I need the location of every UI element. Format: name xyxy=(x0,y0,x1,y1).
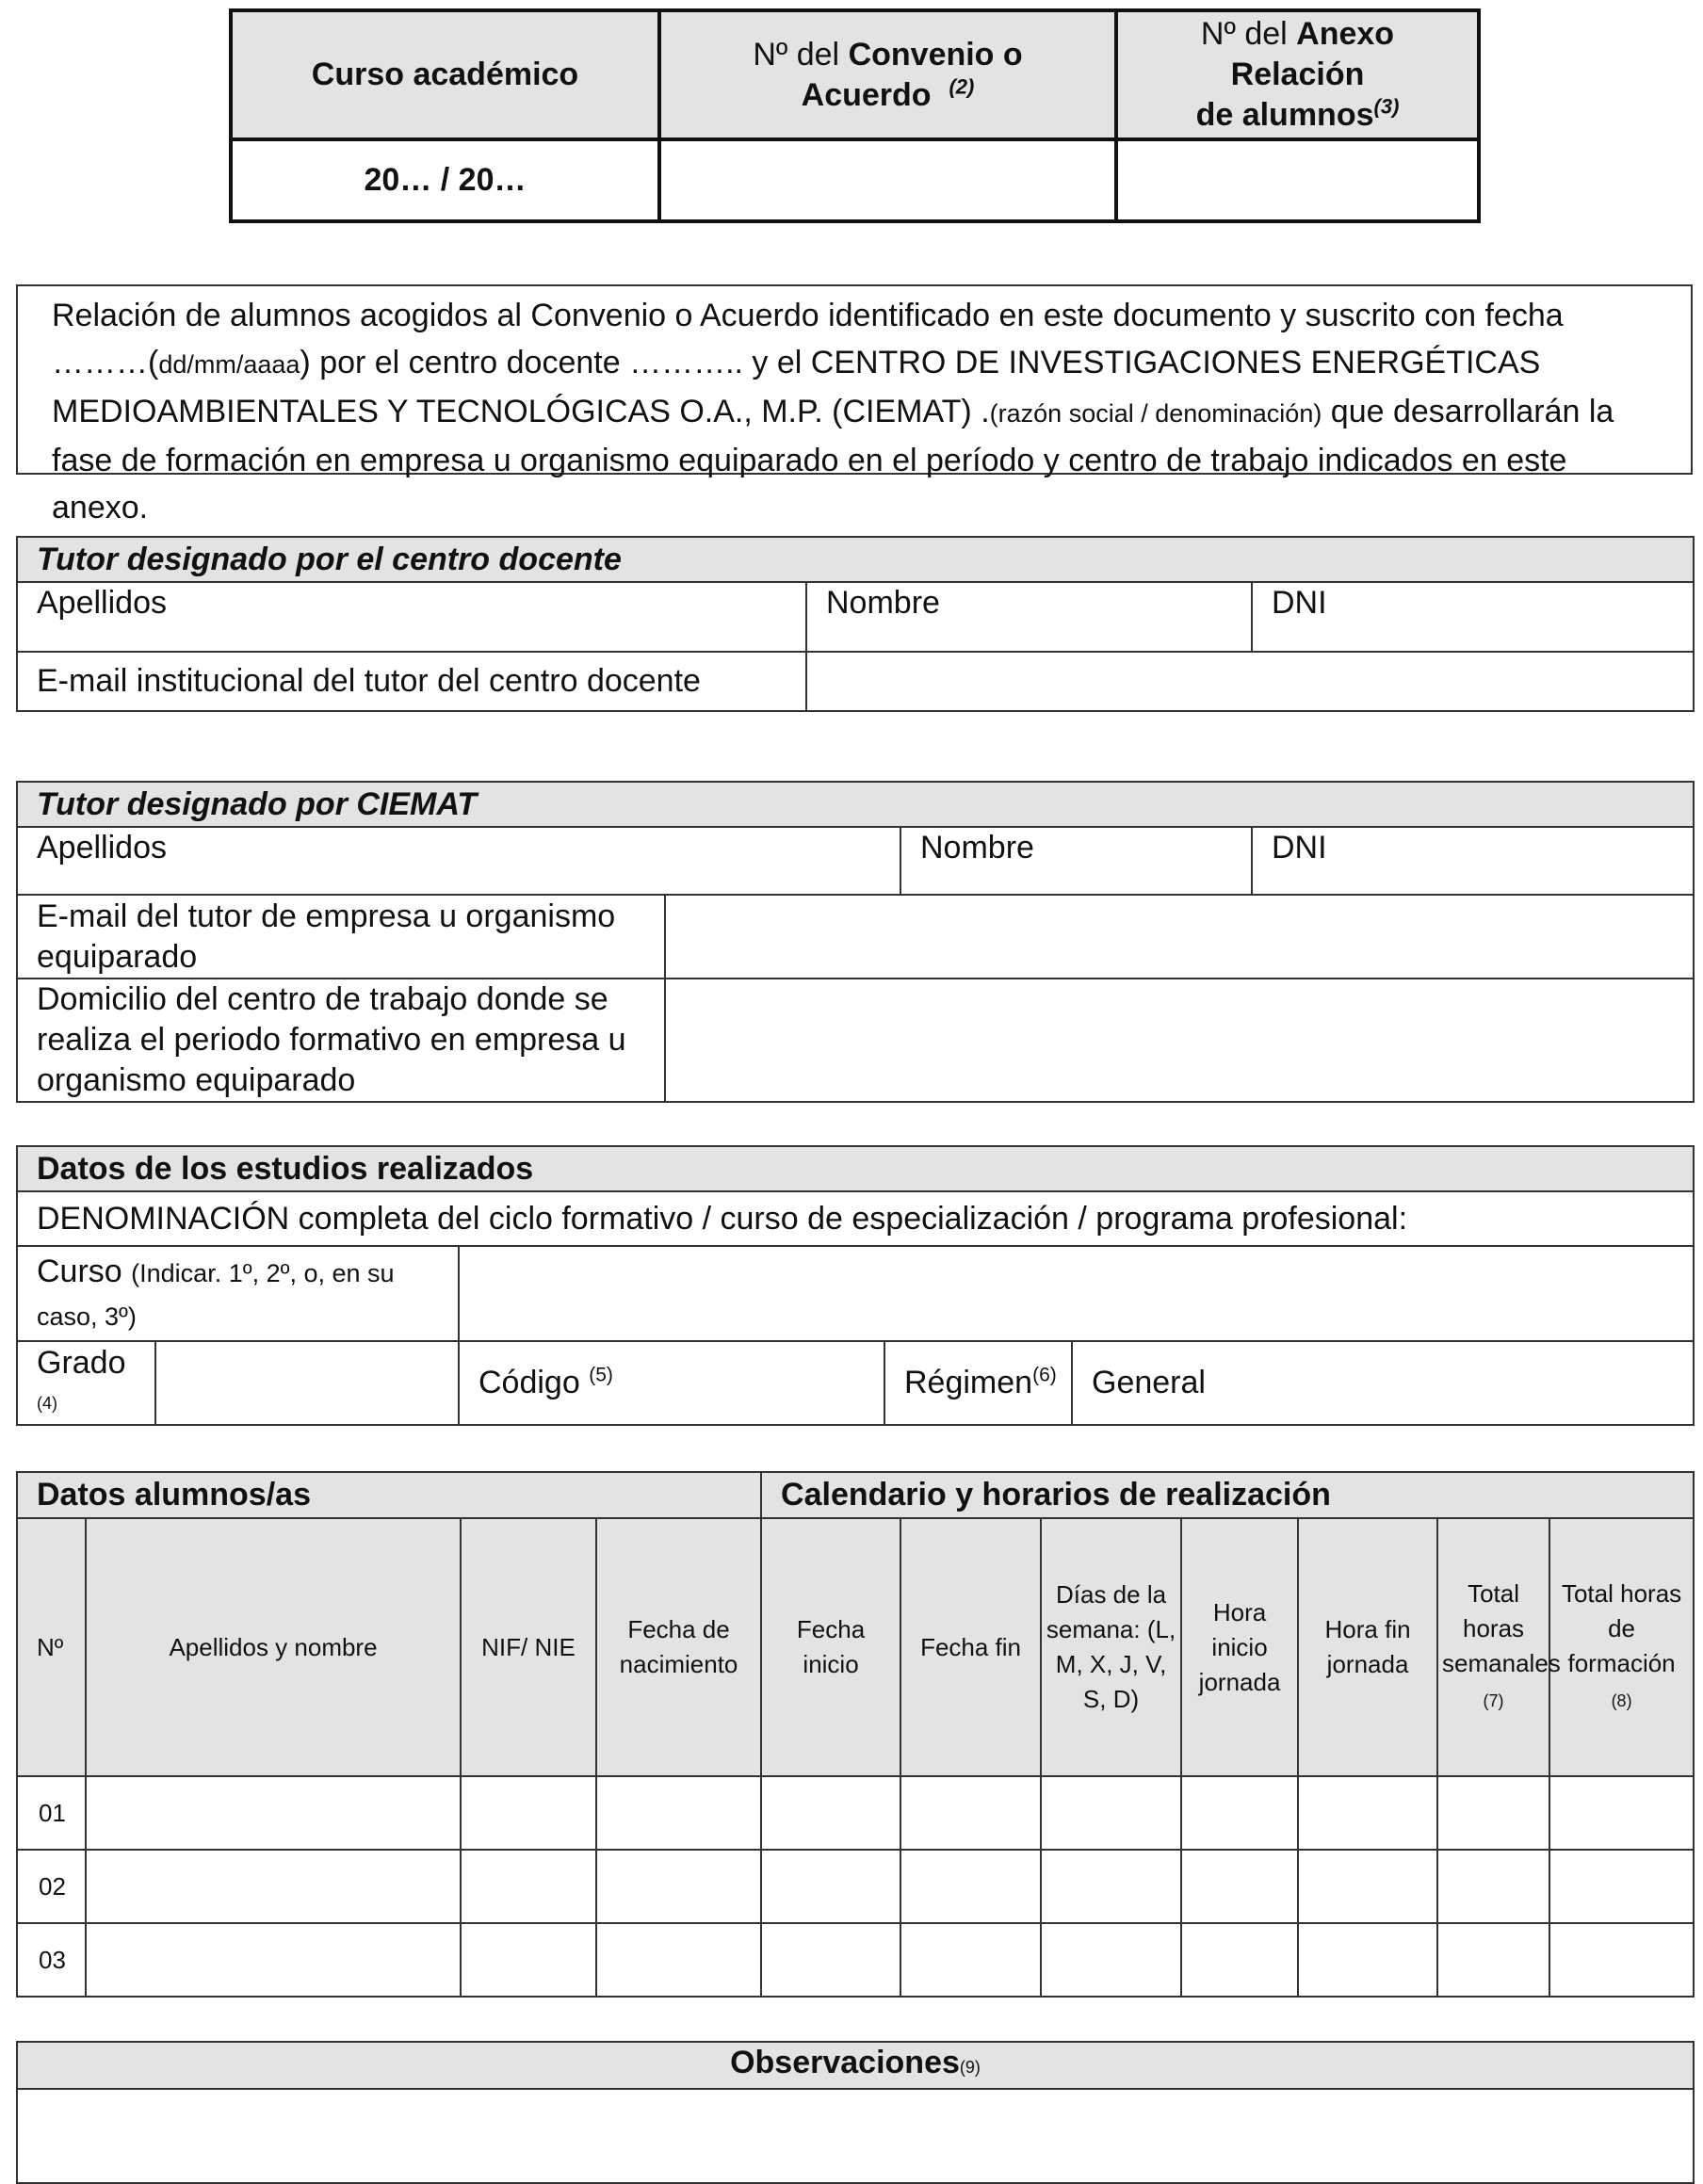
start-date-cell[interactable] xyxy=(761,1776,900,1850)
ciemat-tutor-name-field[interactable]: Nombre xyxy=(900,827,1252,895)
col-number: Nº xyxy=(17,1518,86,1776)
grade-field[interactable] xyxy=(155,1341,459,1425)
course-year-label: Curso académico xyxy=(231,10,659,139)
school-tutor-surname-field[interactable]: Apellidos xyxy=(17,582,806,652)
student-birth-cell[interactable] xyxy=(596,1776,761,1850)
col-nif: NIF/ NIE xyxy=(461,1518,596,1776)
weekly-hours-cell[interactable] xyxy=(1437,1923,1549,1997)
end-date-cell[interactable] xyxy=(900,1776,1041,1850)
ciemat-tutor-dni-field[interactable]: DNI xyxy=(1252,827,1694,895)
students-section-title: Datos alumnos/as xyxy=(17,1472,761,1518)
table-row xyxy=(17,1923,1694,1997)
start-hour-cell[interactable] xyxy=(1181,1850,1298,1923)
ciemat-tutor-table xyxy=(16,781,1695,1103)
weekdays-cell[interactable] xyxy=(1041,1850,1181,1923)
school-tutor-name-field[interactable]: Nombre xyxy=(806,582,1252,652)
weekly-hours-cell[interactable] xyxy=(1437,1850,1549,1923)
workplace-address-label: Domicilio del centro de trabajo donde se realiza el periodo formativo en empresa u organismo equiparado xyxy=(17,979,665,1102)
row-number: 01 xyxy=(17,1776,86,1850)
student-birth-cell[interactable] xyxy=(596,1923,761,1997)
row-number: 02 xyxy=(17,1850,86,1923)
school-tutor-dni-field[interactable]: DNI xyxy=(1252,582,1694,652)
col-start-hour: Hora inicio jornada xyxy=(1181,1518,1298,1776)
student-nif-cell[interactable] xyxy=(461,1776,596,1850)
end-hour-cell[interactable] xyxy=(1298,1776,1437,1850)
annex-number-label: Nº del Anexo Relación de alumnos$^{(3)}$ xyxy=(1116,10,1479,139)
student-name-cell[interactable] xyxy=(86,1850,461,1923)
col-total-hours: Total horas de formación (8) xyxy=(1549,1518,1694,1776)
observations-field[interactable] xyxy=(17,2089,1694,2183)
school-tutor-email-label: E-mail institucional del tutor del centro docente xyxy=(17,652,806,711)
observations-table xyxy=(16,2041,1695,2184)
denomination-label: DENOMINACIÓN completa del ciclo formativo / curso de especialización / programa profesional: xyxy=(17,1191,1694,1246)
col-start-date: Fecha inicio xyxy=(761,1518,900,1776)
table-row xyxy=(17,1850,1694,1923)
total-hours-cell[interactable] xyxy=(1549,1923,1694,1997)
agreement-number-label: Nº del Convenio o Acuerdo $^{(2)}$ xyxy=(659,10,1116,139)
student-nif-cell[interactable] xyxy=(461,1923,596,1997)
start-hour-cell[interactable] xyxy=(1181,1923,1298,1997)
workplace-address-field[interactable] xyxy=(665,979,1694,1102)
observations-title: Observaciones(9) xyxy=(17,2042,1694,2089)
school-tutor-table xyxy=(16,536,1695,712)
student-name-cell[interactable] xyxy=(86,1776,461,1850)
course-field[interactable] xyxy=(459,1246,1694,1341)
intro-paragraph: Relación de alumnos acogidos al Convenio o Acuerdo identificado en este documento y suscrito con fecha ………(dd/mm/aaaa) por el centro docente ……….. y el CENTRO DE INVESTIGACIONES ENERGÉTICAS MEDIOAMBIENTALES Y TECNOLÓGICAS O.A., M.P. (CIEMAT) .(razón social / denominación) que desarrollarán la fase de formación en empresa u organismo equiparado en el período y centro de trabajo indicados en este anexo. xyxy=(16,284,1693,475)
start-date-cell[interactable] xyxy=(761,1923,900,1997)
weekly-hours-cell[interactable] xyxy=(1437,1776,1549,1850)
ciemat-tutor-title: Tutor designado por CIEMAT xyxy=(17,782,1694,827)
end-date-cell[interactable] xyxy=(900,1850,1041,1923)
col-full-name: Apellidos y nombre xyxy=(86,1518,461,1776)
weekdays-cell[interactable] xyxy=(1041,1776,1181,1850)
end-hour-cell[interactable] xyxy=(1298,1850,1437,1923)
col-end-hour: Hora fin jornada xyxy=(1298,1518,1437,1776)
col-weekdays: Días de la semana: (L, M, X, J, V, S, D) xyxy=(1041,1518,1181,1776)
student-name-cell[interactable] xyxy=(86,1923,461,1997)
ciemat-tutor-surname-field[interactable]: Apellidos xyxy=(17,827,900,895)
col-end-date: Fecha fin xyxy=(900,1518,1041,1776)
total-hours-cell[interactable] xyxy=(1549,1850,1694,1923)
regime-label: Régimen$^{(6)}$ xyxy=(884,1341,1072,1425)
studies-table xyxy=(16,1145,1695,1426)
col-weekly-hours: Total horas semanales (7) xyxy=(1437,1518,1549,1776)
header-table xyxy=(229,8,1481,223)
ciemat-tutor-email-label: E-mail del tutor de empresa u organismo equiparado xyxy=(17,895,665,979)
studies-title: Datos de los estudios realizados xyxy=(17,1146,1694,1191)
table-row xyxy=(17,1776,1694,1850)
code-field[interactable]: Código $^{(5)}$ xyxy=(459,1341,884,1425)
end-date-cell[interactable] xyxy=(900,1923,1041,1997)
student-nif-cell[interactable] xyxy=(461,1850,596,1923)
ciemat-tutor-email-field[interactable] xyxy=(665,895,1694,979)
annex-number-field[interactable] xyxy=(1116,139,1479,221)
calendar-section-title: Calendario y horarios de realización xyxy=(761,1472,1694,1518)
school-tutor-title: Tutor designado por el centro docente xyxy=(17,537,1694,582)
total-hours-cell[interactable] xyxy=(1549,1776,1694,1850)
course-year-value[interactable]: 20… / 20… xyxy=(231,139,659,221)
regime-value: General xyxy=(1072,1341,1694,1425)
student-birth-cell[interactable] xyxy=(596,1850,761,1923)
start-date-cell[interactable] xyxy=(761,1850,900,1923)
students-table xyxy=(16,1471,1695,1998)
grade-label: Grado (4) xyxy=(17,1341,155,1425)
row-number: 03 xyxy=(17,1923,86,1997)
school-tutor-email-field[interactable] xyxy=(806,652,1694,711)
col-birth-date: Fecha de nacimiento xyxy=(596,1518,761,1776)
agreement-number-field[interactable] xyxy=(659,139,1116,221)
course-label: Curso (Indicar. 1º, 2º, o, en su caso, 3º) xyxy=(17,1246,459,1341)
start-hour-cell[interactable] xyxy=(1181,1776,1298,1850)
weekdays-cell[interactable] xyxy=(1041,1923,1181,1997)
end-hour-cell[interactable] xyxy=(1298,1923,1437,1997)
